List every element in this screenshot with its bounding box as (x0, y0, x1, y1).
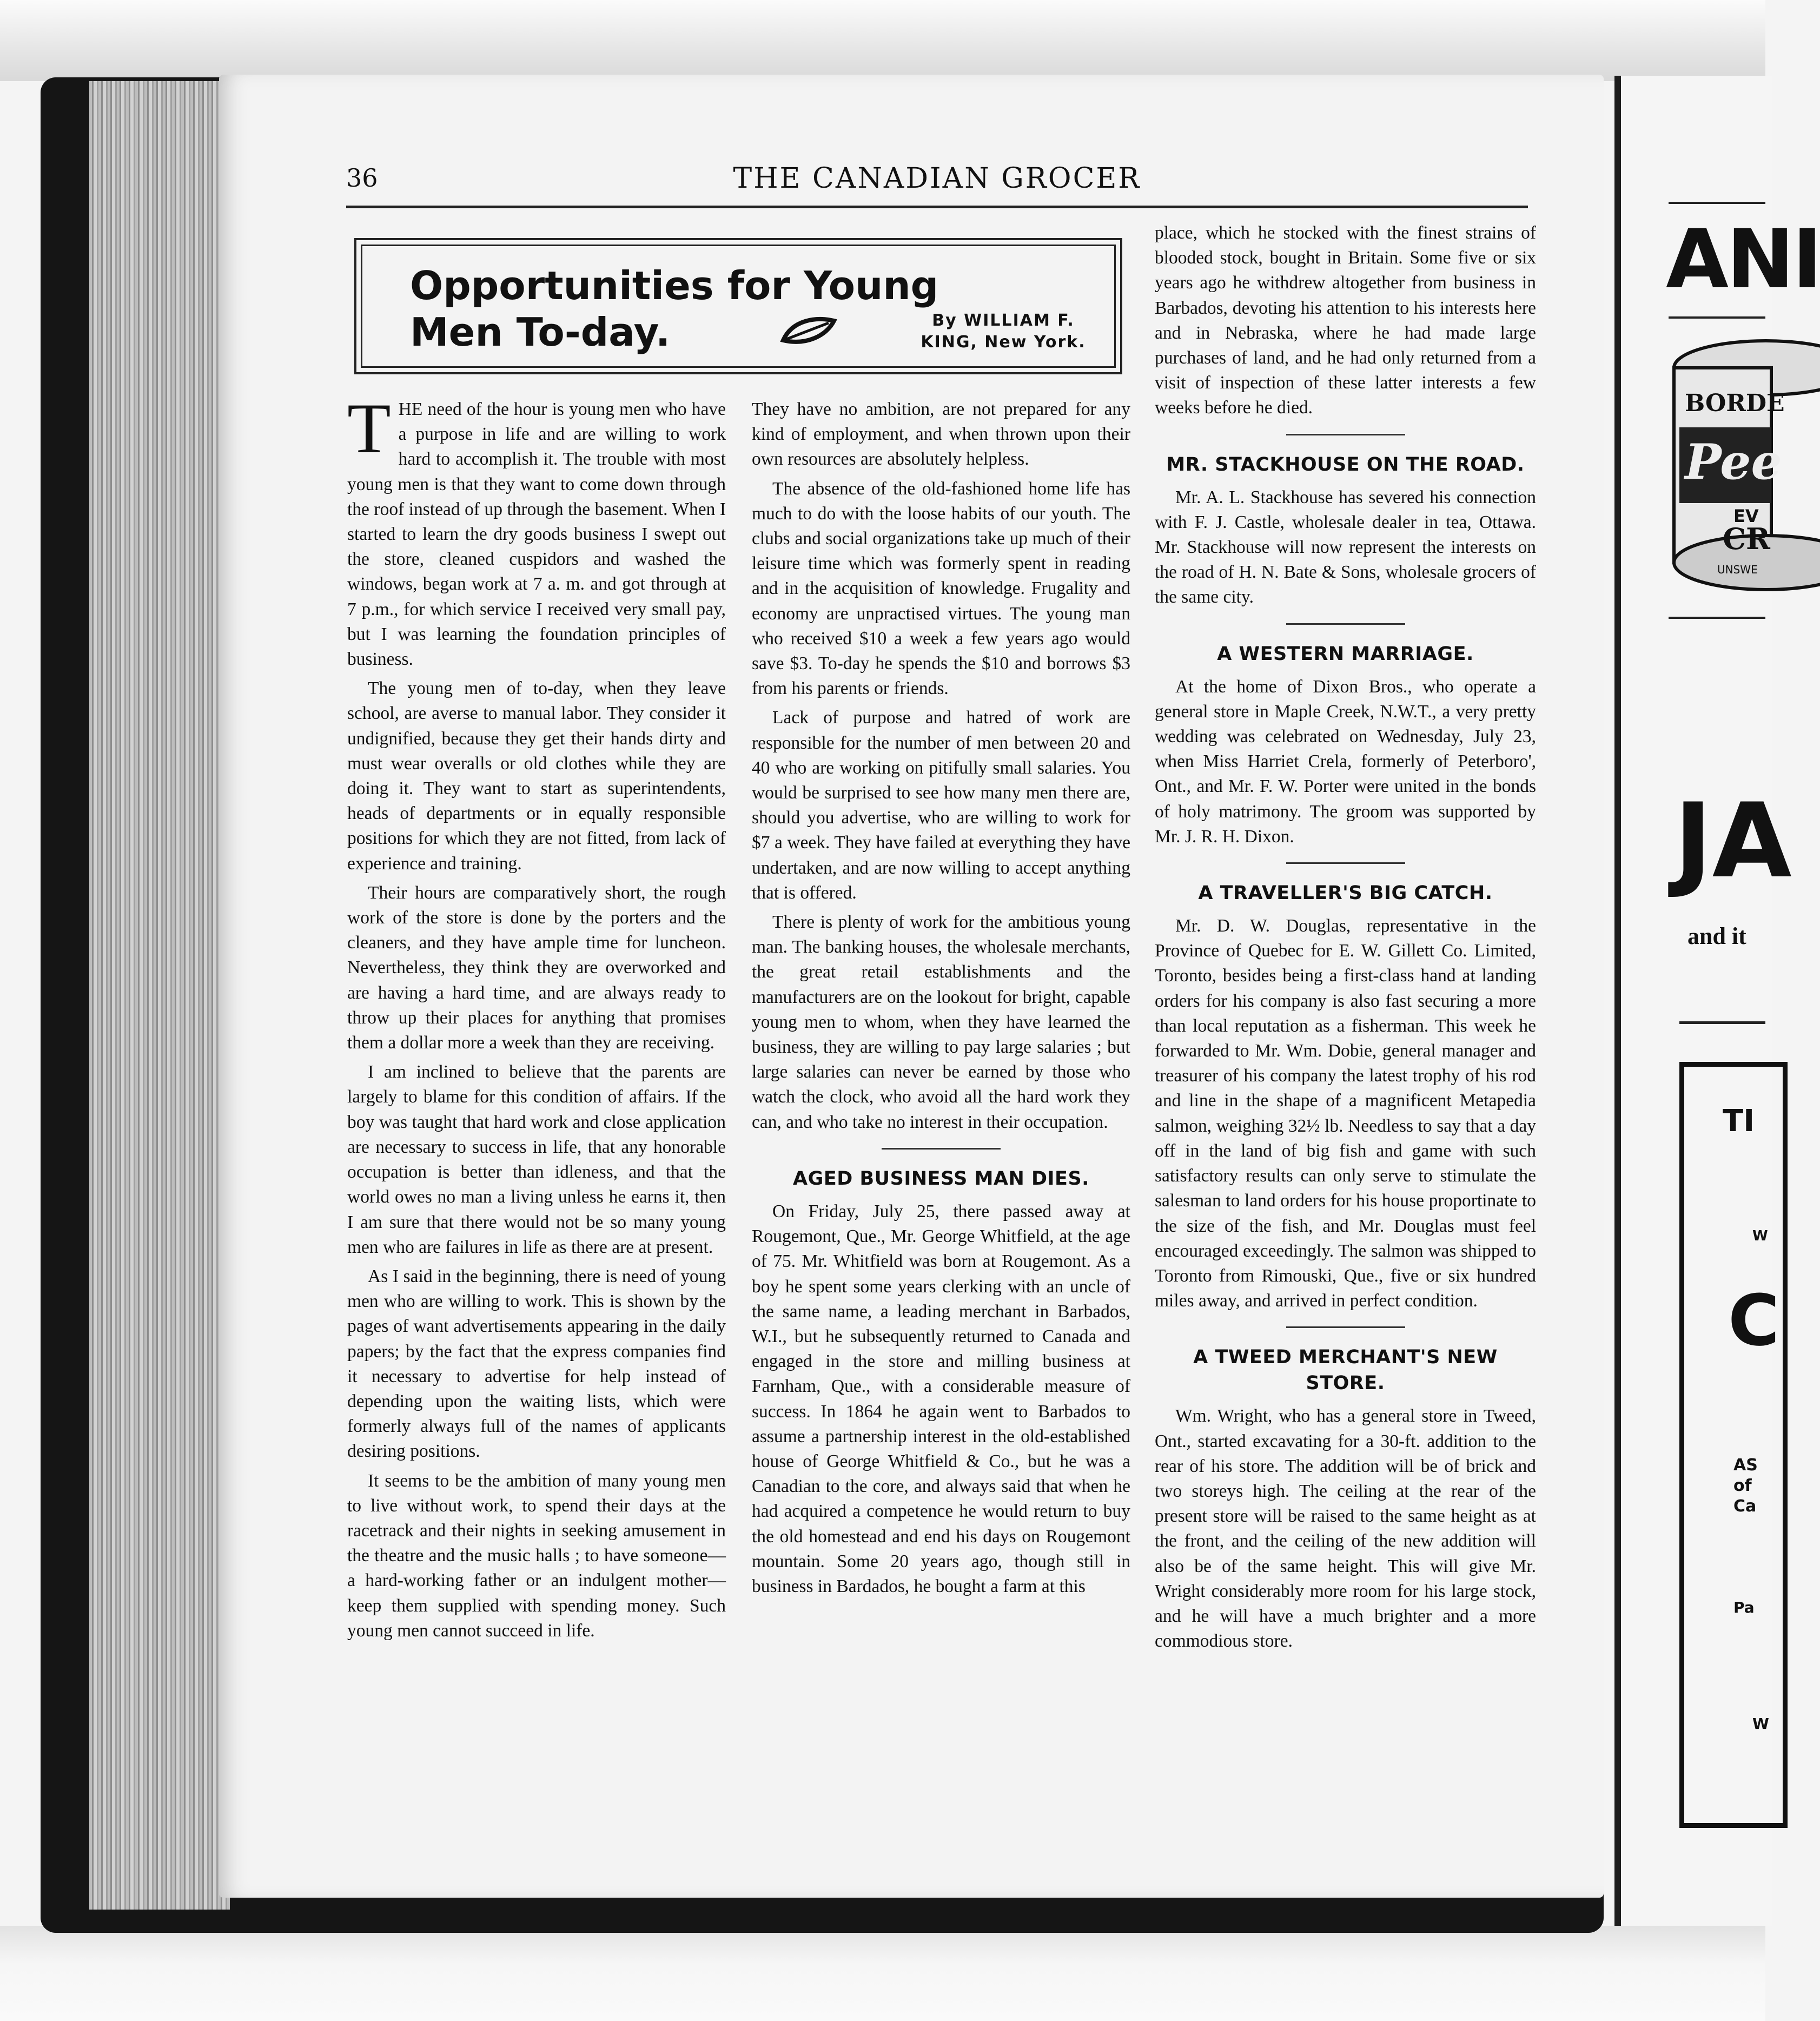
page-number: 36 (346, 163, 378, 193)
header-rule (346, 206, 1528, 208)
section-divider (1286, 434, 1405, 435)
column-3 (1155, 221, 1536, 1658)
ad-box-text-line: Ca (1733, 1497, 1757, 1516)
article-paragraph (347, 388, 726, 672)
ad-box-text: Pa (1733, 1599, 1755, 1616)
byline-line-2: KING, New York. (921, 333, 1086, 352)
ad-box-text-line: AS (1733, 1456, 1758, 1475)
scan-background-bottom (0, 1926, 1765, 2021)
facing-page-rule (1669, 316, 1765, 319)
news-heading-tweed-merchant: A TWEED MERCHANT'S NEW STORE. (1193, 1346, 1498, 1395)
drop-cap: T (347, 388, 391, 468)
news-heading-stackhouse: MR. STACKHOUSE ON THE ROAD. (1166, 453, 1525, 475)
facing-page-big-heading: JA (1674, 781, 1792, 901)
article-paragraph: They have no ambition, are not prepared for any kind of employment, and when thrown upon their own resources are absolutely helpless. (752, 399, 1130, 470)
news-paragraph: On Friday, July 25, there passed away at Rougemont, Que., Mr. George Whitfield, at the age of 75. Mr. Whitfield was born at Rougemont. As a boy he spent some years clerking with an uncle of the same name, a leading merchant in Barbados, W.I., but he subsequently returned to Canada and engaged in the store and milling business at Farnham, Que., with a considerable measure of success. In 1864 he again went to Barbados to assume a partnership interest in the old-established house of George Whitfield & Co., but he was a Canadian to the core, and always said that when he had acquired a competence he would return to buy the old homestead and end his days on Rougemont mountain. Some 20 years ago, though still in business in Bardados, he bought a farm at this (752, 1201, 1130, 1596)
news-heading-aged-business-man: AGED BUSINESS MAN DIES. (793, 1167, 1089, 1190)
article-paragraph-text: HE need of the hour is young men who have a purpose in life and are willing to work hard to accomplish it. The trouble with most young men is that they want to come down through the roof instead of up through the basement. When I started to learn the dry goods business I swept out the store, cleaned cuspidors and washed the windows, began work at 7 a. m. and got through at 7 p.m., for which service I received very small pay, but I was learning the foundation principles of business. (347, 399, 726, 670)
article-paragraph: Lack of purpose and hatred of work are responsible for the number of men between 20 and 40 who are working on pitifully small salaries. You would be surprised to see how many men there are, should you advertise, who are willing to work for $7 a week. They have failed at everything they have undertaken, and are now willing to accept anything that is offered. (752, 708, 1130, 903)
article-paragraph: The absence of the old-fashioned home life has much to do with the loose habits of our youth. The clubs and social organizations take up much of their leisure time which was formerly spent in reading and in the acquisition of knowledge. Frugality and economy are unpractised virtues. The young man who received $10 a week a few years ago would save $3. To-day he spends the $10 and borrows $3 from his parents or friends. (752, 478, 1130, 699)
article-title-line-2: Men To-day. (410, 309, 671, 355)
article-title (410, 262, 962, 355)
ad-box-text: TI (1723, 1104, 1755, 1139)
ad-box-text: C (1728, 1279, 1780, 1362)
facing-page-rule (1669, 202, 1765, 204)
running-header (346, 158, 1528, 207)
article-title-line-1: Opportunities for Young (410, 263, 939, 308)
facing-page-heading: ANI (1666, 213, 1820, 307)
article-paragraph: As I said in the beginning, there is need of young men who are willing to work. This is shown by the pages of want advertisements appearing in the daily papers; by the fact that the express companies find it necessary to advertise for help instead of depending upon the waiting lists, which were formerly always full of the names of applicants desiring positions. (347, 1266, 726, 1462)
facing-page-rule (1669, 617, 1765, 619)
ad-box-text: W (1752, 1715, 1769, 1733)
news-paragraph: Mr. D. W. Douglas, representative in the Province of Quebec for E. W. Gillett Co. Limited, Toronto, besides being a first-class hand at landing orders for his company is also fast securing a more than local reputation as a fisherman. This week he forwarded to Mr. Wm. Dobie, general manager and treasurer of his company the latest trophy of his rod and line in the shape of a magnificent Metapedia salmon, weighing 32½ lb. Needless to say that a day off in the land of big fish and game with such satisfactory results can only serve to stimulate the salesman to land orders for his house proportinate to the size of the fish, and Mr. Douglas must feel encouraged exceedingly. The salmon was shipped to Toronto from Rimouski, Que., five or six hundred miles away, and arrived in perfect condition. (1155, 916, 1536, 1311)
column-2 (752, 397, 1130, 1603)
page-edges (89, 81, 230, 1910)
scan-background-top (0, 0, 1765, 81)
leaf-ornament-icon (779, 314, 838, 347)
section-divider (1286, 623, 1405, 625)
news-heading-travellers-catch: A TRAVELLER'S BIG CATCH. (1198, 882, 1493, 904)
news-paragraph: At the home of Dixon Bros., who operate a general store in Maple Creek, N.W.T., a very pretty wedding was celebrated on Wednesday, July 23, when Miss Harriet Crela, formerly of Peterboro', Ont., and Mr. F. W. Porter were united in the bonds of holy matrimony. The groom was supported by Mr. J. R. H. Dixon. (1155, 676, 1536, 847)
article-title-box (354, 238, 1122, 374)
can-label-4: CR (1723, 521, 1770, 556)
can-label-3: EV (1733, 506, 1759, 526)
journal-title: THE CANADIAN GROCER (733, 162, 1141, 195)
news-paragraph: Mr. A. L. Stackhouse has severed his connection with F. J. Castle, wholesale dealer in tea, Ottawa. Mr. Stackhouse will now represent the interests on the road of H. N. Bate & Sons, wholesale grocers of the same city. (1155, 487, 1536, 607)
byline-line-1: By WILLIAM F. (932, 311, 1075, 330)
news-paragraph: Wm. Wright, who has a general store in Tweed, Ont., started excavating for a 30-ft. addition to the rear of his store. The addition will be of brick and two storeys high. The ceiling at the rear of the present store will be raised to the same height as at the front, and the ceiling of the new addition will also be of the same height. This will give Mr. Wright considerably more room for his large stock, and he will have a much brighter and a more commodious store. (1155, 1406, 1536, 1652)
article-paragraph: I am inclined to believe that the parents are largely to blame for this condition of affairs. If the boy was taught that hard work and close application are necessary to success in life, that any honorable occupation is better than idleness, and that the world owes no man a living unless he earns it, then I am sure that there would not be so many young men who are failures in life as there are at present. (347, 1062, 726, 1257)
article-paragraph: It seems to be the ambition of many young men to live without work, to spend their days at the racetrack and their nights in seeking amusement in the theatre and the music halls ; to have someone—a hard-working father or an indulgent mother—keep them supplied with spending money. Such young men cannot succeed in life. (347, 1470, 726, 1641)
ad-box-text-line: of (1733, 1476, 1752, 1495)
article-byline (906, 310, 1101, 353)
can-label-2: Pee (1685, 433, 1782, 491)
article-paragraph: Their hours are comparatively short, the rough work of the store is done by the porters and the cleaners, and they have ample time for luncheon. Nevertheless, they think they are overworked and are having a hard time, and are always ready to throw up their places for anything that promises them a dollar more a week than they are receiving. (347, 882, 726, 1053)
can-label-5: UNSWE (1717, 563, 1758, 576)
milk-can-illustration (1669, 335, 1785, 595)
article-paragraph: There is plenty of work for the ambitious young man. The banking houses, the wholesale merchants, the great retail establishments and the manufacturers are on the lookout for bright, capable young men to whom, when they have learned the business, they are willing to pay large salaries ; but large salaries can never be earned by those who watch the clock, who avoid all the hard work they can, and who take no interest in their occupation. (752, 912, 1130, 1132)
article-paragraph: The young men of to-day, when they leave school, are averse to manual labor. They consider it undignified, because they get their hands dirty and must wear overalls or old clothes while they are doing it. They want to start as superintendents, heads of departments or in equally responsible positions for which they are not fitted, from lack of experience and training. (347, 678, 726, 874)
facing-page-line: and it (1687, 923, 1746, 949)
news-paragraph: place, which he stocked with the finest strains of blooded stock, bought in Britain. Some five or six years ago he withdrew altogether from business in Barbados, devoting his attention to his interests here and in Nebraska, where he had made large purchases of land, and he had only returned from a visit of inspection of these latter interests a few weeks before he died. (1155, 223, 1536, 418)
article-title-inner-border (361, 245, 1116, 368)
column-1 (347, 388, 726, 1648)
section-divider (882, 1148, 1001, 1150)
ad-box-text (1733, 1455, 1758, 1517)
facing-page-ad-box (1679, 1062, 1788, 1828)
can-label-1: BORDE (1685, 389, 1785, 417)
section-divider (1286, 862, 1405, 864)
facing-page-rule (1679, 1021, 1765, 1024)
section-divider (1286, 1326, 1405, 1328)
news-heading-western-marriage: A WESTERN MARRIAGE. (1217, 643, 1474, 665)
ad-box-text: W (1752, 1228, 1768, 1244)
